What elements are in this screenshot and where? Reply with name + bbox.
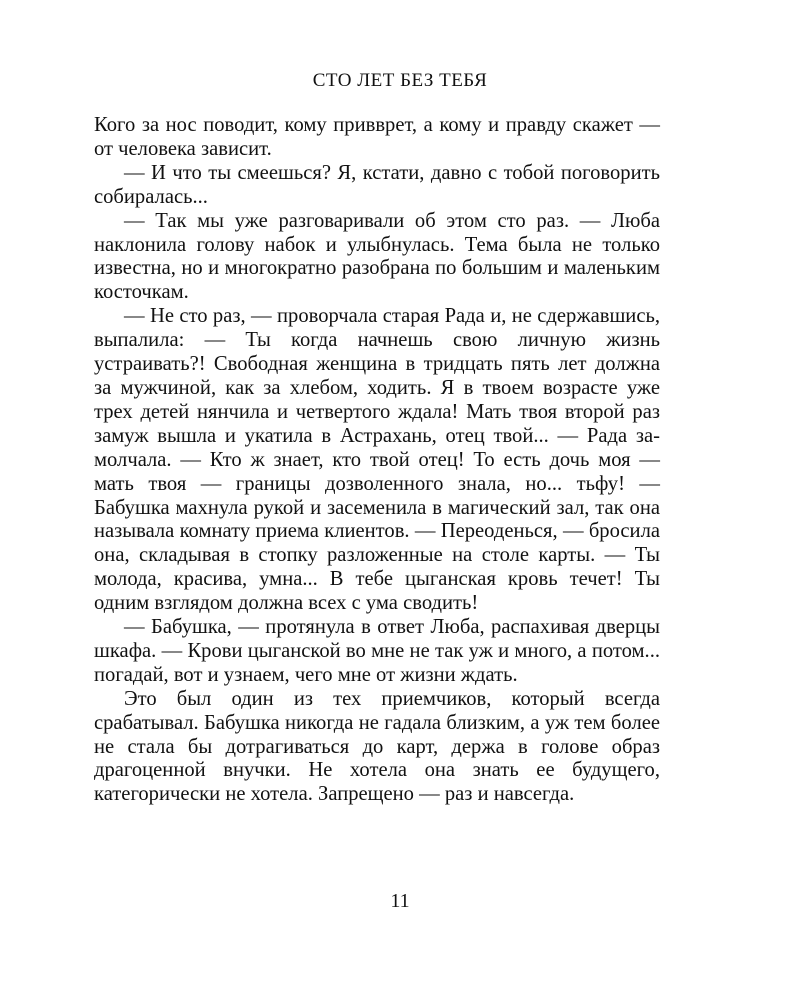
paragraph: — Не сто раз, — проворчала старая Рада и, не сдержавшись, выпалила: — Ты когда начнешь свою личную жизнь устраивать?! Свободная женщина в тридцать пять лет должна за мужчиной, как за хлебом, ходить. Я в твоем возрасте уже трех детей нянчила и четвертого ждала! Мать твоя второй раз замуж вышла и укатила в Астрахань, отец твой... — Рада замолчала. — Кто ж знает, кто твой отец! То есть дочь моя — мать твоя — границы дозволенного знала, но... тьфу! — Бабушка махнула рукой и засеменила в магический зал, так она называла комнату приема клиентов. — Переоденься, — бросила она, складывая в стопку разложенные на столе карты. — Ты молода, красива, умна... В тебе цыганская кровь течет! Ты одним взглядом должна всех с ума сводить! (94, 305, 660, 615)
paragraph: Это был один из тех приемчиков, который всегда срабатывал. Бабушка никогда не гадала близким, а уж тем более не стала бы дотрагиваться до карт, держа в голове образ драгоценной внучки. Не хотела она знать ее будущего, категорически не хотела. Запрещено — раз и навсегда. (94, 687, 660, 806)
body-text (94, 114, 660, 807)
paragraph: — И что ты смеешься? Я, кстати, давно с тобой поговорить собиралась... (94, 161, 660, 208)
page-number: 11 (390, 890, 410, 912)
paragraph: — Бабушка, — протянула в ответ Люба, распахивая дверцы шкафа. — Крови цыганской во мне не так уж и много, а потом... погадай, вот и узнаем, чего мне от жизни ждать. (94, 616, 660, 686)
paragraph: Кого за нос поводит, кому привврет, а кому и правду скажет — от человека зависит. (94, 114, 660, 160)
paragraph: — Так мы уже разговаривали об этом сто раз. — Люба наклонила голову набок и улыбнулась. Тема была не только известна, но и многократно разобрана по большим и маленьким косточкам. (94, 209, 660, 304)
running-head: СТО ЛЕТ БЕЗ ТЕБЯ (312, 70, 488, 91)
